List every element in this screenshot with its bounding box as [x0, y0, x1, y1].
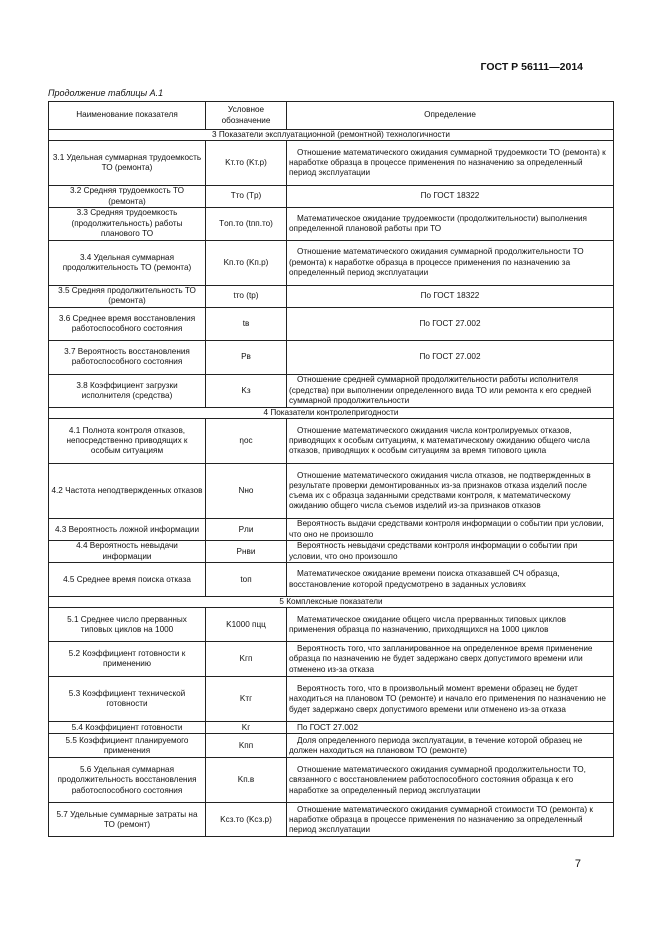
- table-caption: Продолжение таблицы А.1: [48, 88, 164, 98]
- indicator-definition: По ГОСТ 18322: [287, 285, 614, 307]
- indicator-definition: По ГОСТ 18322: [287, 186, 614, 208]
- indicator-symbol: tв: [206, 307, 287, 340]
- indicator-symbol: Kт.то (Kт.р): [206, 141, 287, 186]
- indicator-symbol: Nно: [206, 464, 287, 519]
- indicator-definition: Вероятность того, что в произвольный момент времени образец не будет находиться на плановом ТО (ремонте) и начало его применения по назначению не будет задержано сверх допустимого времени или отменено из-за отказа: [287, 677, 614, 722]
- indicator-definition: Математическое ожидание времени поиска отказавшей СЧ образца, восстановление которой предусмотрено в заданных условиях: [287, 563, 614, 597]
- section-row: [49, 597, 614, 608]
- table-row: [49, 677, 614, 722]
- section-row: [49, 130, 614, 141]
- table-row: [49, 803, 614, 837]
- table-row: [49, 734, 614, 758]
- table-row: [49, 141, 614, 186]
- table-row: [49, 563, 614, 597]
- indicator-symbol: Kсз.то (Kсз.р): [206, 803, 287, 837]
- indicator-name: 3.3 Средняя трудоемкость (продолжительность) работы планового ТО: [49, 207, 206, 240]
- indicator-name: 5.7 Удельные суммарные затраты на ТО (ремонт): [49, 803, 206, 837]
- indicator-name: 4.4 Вероятность невыдачи информации: [49, 541, 206, 563]
- indicator-symbol: Pли: [206, 519, 287, 541]
- indicator-definition: Вероятность того, что запланированное на определенное время применение образца по назначению не будет задержано сверх допустимого времени или отменено из-за отказа: [287, 642, 614, 677]
- section-title: 3 Показатели эксплуатационной (ремонтной) технологичности: [49, 130, 614, 141]
- indicator-symbol: Kпп: [206, 734, 287, 758]
- indicator-symbol: Kг: [206, 722, 287, 734]
- indicator-name: 4.2 Частота неподтвержденных отказов: [49, 464, 206, 519]
- indicator-definition: Вероятность невыдачи средствами контроля информации о событии при условии, что оно произошло: [287, 541, 614, 563]
- indicator-name: 5.2 Коэффициент готовности к применению: [49, 642, 206, 677]
- section-row: [49, 407, 614, 418]
- indicator-name: 3.2 Средняя трудоемкость ТО (ремонта): [49, 186, 206, 208]
- indicator-name: 4.5 Среднее время поиска отказа: [49, 563, 206, 597]
- indicator-definition: Отношение математического ожидания суммарной продолжительности ТО (ремонта) к наработке образца в процессе применения по назначению за определенный период эксплуатации: [287, 240, 614, 285]
- table-row: [49, 541, 614, 563]
- indicator-definition: Отношение математического ожидания числа контролируемых отказов, приводящих к особым ситуациям, к математическому ожиданию общего числа отказов, приводящих к особым ситуациям за время типового цикла: [287, 419, 614, 464]
- indicator-symbol: Kп.то (Kп.р): [206, 240, 287, 285]
- table-row: [49, 642, 614, 677]
- indicator-symbol: Tто (Tр): [206, 186, 287, 208]
- column-header-symbol: Условное обозначение: [206, 102, 287, 130]
- indicator-definition: Математическое ожидание общего числа прерванных типовых циклов применения образца по назначению, приходящихся на 1000 циклов: [287, 608, 614, 642]
- indicator-definition: Отношение математического ожидания числа отказов, не подтвержденных в результате проверки демонтированных из-за признаков отказа изделий после съема их с образца заданными средствами контроля, к математическому ожиданию общего числа съемов изделий из-за признаков отказов: [287, 464, 614, 519]
- section-title: 4 Показатели контролепригодности: [49, 407, 614, 418]
- table-row: [49, 419, 614, 464]
- indicator-name: 3.8 Коэффициент загрузки исполнителя (средства): [49, 374, 206, 407]
- indicator-symbol: Kп.в: [206, 758, 287, 803]
- table-row: [49, 374, 614, 407]
- document-header: ГОСТ Р 56111—2014: [480, 61, 583, 73]
- indicator-name: 5.4 Коэффициент готовности: [49, 722, 206, 734]
- indicator-symbol: Kз: [206, 374, 287, 407]
- table-row: [49, 758, 614, 803]
- column-header-definition: Определение: [287, 102, 614, 130]
- table-row: [49, 186, 614, 208]
- table-row: [49, 608, 614, 642]
- indicator-symbol: K1000 пцц: [206, 608, 287, 642]
- table-row: [49, 285, 614, 307]
- table-row: [49, 722, 614, 734]
- indicator-symbol: ηос: [206, 419, 287, 464]
- indicator-name: 5.6 Удельная суммарная продолжительность восстановления работоспособного состояния: [49, 758, 206, 803]
- indicator-symbol: Kгп: [206, 642, 287, 677]
- indicator-definition: Отношение средней суммарной продолжительности работы исполнителя (средства) при выполнении определенного вида ТО или ремонта к его средней суммарной продолжительности: [287, 374, 614, 407]
- indicator-definition: Доля определенного периода эксплуатации, в течение которой образец не должен находиться на плановом ТО (ремонте): [287, 734, 614, 758]
- indicator-name: 5.3 Коэффициент технической готовности: [49, 677, 206, 722]
- table-row: [49, 464, 614, 519]
- table-row: [49, 207, 614, 240]
- indicator-definition: По ГОСТ 27.002: [287, 722, 614, 734]
- indicator-name: 3.6 Среднее время восстановления работоспособного состояния: [49, 307, 206, 340]
- indicator-name: 3.4 Удельная суммарная продолжительность ТО (ремонта): [49, 240, 206, 285]
- indicator-name: 4.1 Полнота контроля отказов, непосредственно приводящих к особым ситуациям: [49, 419, 206, 464]
- indicator-name: 3.7 Вероятность восстановления работоспособного состояния: [49, 340, 206, 374]
- table-row: [49, 340, 614, 374]
- indicator-symbol: Kтг: [206, 677, 287, 722]
- section-title: 5 Комплексные показатели: [49, 597, 614, 608]
- indicator-definition: По ГОСТ 27.002: [287, 340, 614, 374]
- indicator-definition: Математическое ожидание трудоемкости (продолжительности) выполнения определенной плановой работы при ТО: [287, 207, 614, 240]
- indicator-definition: Отношение математического ожидания суммарной трудоемкости ТО (ремонта) к наработке образца в процессе применения по назначению за определенный период эксплуатации: [287, 141, 614, 186]
- indicator-symbol: tоп: [206, 563, 287, 597]
- indicator-definition: Отношение математического ожидания суммарной продолжительности ТО, связанного с восстановлением работоспособного состояния образца к его наработке за определенный период эксплуатации: [287, 758, 614, 803]
- indicator-symbol: tто (tр): [206, 285, 287, 307]
- indicator-name: 3.5 Средняя продолжительность ТО (ремонта): [49, 285, 206, 307]
- indicator-name: 5.1 Среднее число прерванных типовых циклов на 1000: [49, 608, 206, 642]
- indicator-symbol: Pнви: [206, 541, 287, 563]
- indicator-name: 4.3 Вероятность ложной информации: [49, 519, 206, 541]
- column-header-name: Наименование показателя: [49, 102, 206, 130]
- table-row: [49, 307, 614, 340]
- indicator-name: 3.1 Удельная суммарная трудоемкость ТО (ремонта): [49, 141, 206, 186]
- indicators-table: [48, 101, 614, 837]
- table-row: [49, 240, 614, 285]
- table-header-row: [49, 102, 614, 130]
- indicator-definition: Отношение математического ожидания суммарной стоимости ТО (ремонта) к наработке образца в процессе применения по назначению за определенный период эксплуатации: [287, 803, 614, 837]
- page-number: 7: [574, 858, 581, 870]
- indicator-definition: По ГОСТ 27.002: [287, 307, 614, 340]
- indicator-definition: Вероятность выдачи средствами контроля информации о событии при условии, что оно не произошло: [287, 519, 614, 541]
- table-row: [49, 519, 614, 541]
- indicator-name: 5.5 Коэффициент планируемого применения: [49, 734, 206, 758]
- indicator-symbol: Pв: [206, 340, 287, 374]
- table-body: [49, 130, 614, 837]
- indicator-symbol: Tоп.то (tпп.то): [206, 207, 287, 240]
